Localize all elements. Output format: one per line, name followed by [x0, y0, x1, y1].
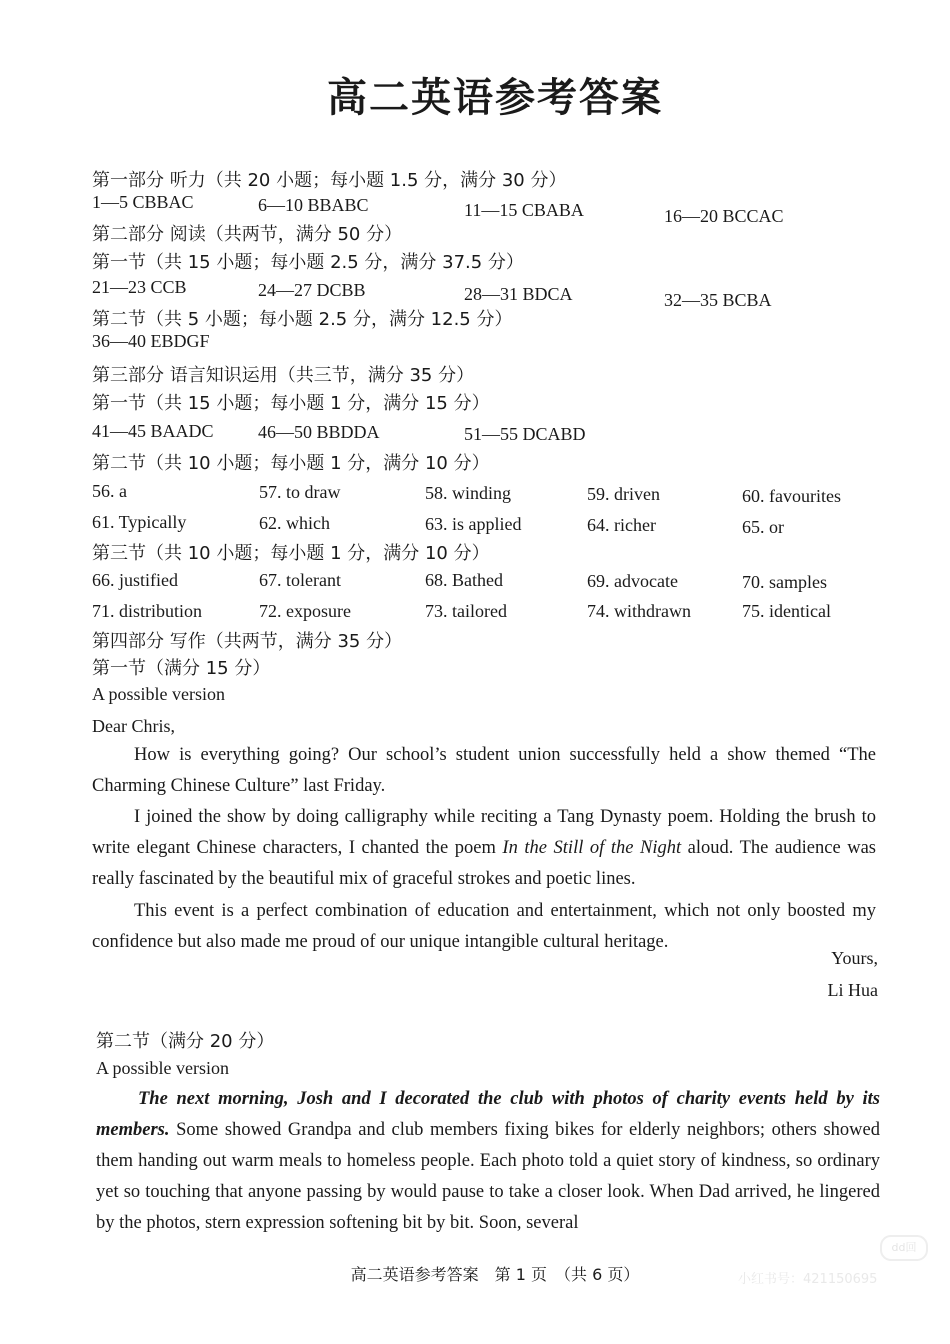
answer-item: 72. exposure	[259, 601, 351, 621]
answer-item: 70. samples	[742, 572, 827, 592]
watermark-stamp: dd回	[880, 1235, 928, 1261]
answer-item: 58. winding	[425, 483, 512, 503]
answer-group: 46—50 BBDDA	[258, 422, 380, 442]
part4-section1-heading: 第一节（满分 15 分）	[92, 658, 271, 679]
page-title: 高二英语参考答案	[327, 75, 663, 121]
letter-paragraph	[92, 802, 876, 895]
part2-section2-heading: 第二节（共 5 小题；每小题 2.5 分，满分 12.5 分）	[92, 309, 513, 330]
continuation-paragraph	[96, 1084, 880, 1239]
answer-group: 6—10 BBABC	[258, 195, 369, 215]
answer-group: 24—27 DCBB	[258, 280, 366, 300]
answer-item: 64. richer	[587, 515, 656, 535]
answer-item: 63. is applied	[425, 514, 522, 534]
part2-section1-heading: 第一节（共 15 小题；每小题 2.5 分，满分 37.5 分）	[92, 252, 524, 273]
version-label: A possible version	[96, 1058, 229, 1078]
answer-item: 74. withdrawn	[587, 601, 691, 621]
version-label: A possible version	[92, 684, 225, 704]
answer-group: 51—55 DCABD	[464, 424, 586, 444]
letter-paragraph-text: This event is a perfect combination of education and entertainment, which not only boosted my confidence but also made me proud of our unique intangible cultural heritage.	[92, 901, 876, 952]
answer-item: 66. justified	[92, 570, 178, 590]
answer-item: 65. or	[742, 517, 784, 537]
answer-item: 60. favourites	[742, 486, 841, 506]
part2-heading: 第二部分 阅读（共两节，满分 50 分）	[92, 224, 403, 245]
answer-group: 1—5 CBBAC	[92, 192, 194, 212]
part3-section1-heading: 第一节（共 15 小题；每小题 1 分，满分 15 分）	[92, 393, 490, 414]
letter-closing: Yours,	[831, 948, 878, 968]
answer-item: 67. tolerant	[259, 570, 341, 590]
answer-group: 21—23 CCB	[92, 277, 187, 297]
answer-group: 32—35 BCBA	[664, 290, 772, 310]
letter-signature: Li Hua	[827, 980, 878, 1000]
page-footer: 高二英语参考答案 第 1 页 （共 6 页）	[350, 1265, 640, 1284]
letter-paragraph-text: How is everything going? Our school’s student union successfully held a show themed “The Charming Chinese Culture” last Friday.	[92, 745, 876, 796]
part3-heading: 第三部分 语言知识运用（共三节，满分 35 分）	[92, 365, 475, 386]
answer-item: 68. Bathed	[425, 570, 503, 590]
paragraph-lead-sentence: The next morning, Josh and I decorated the club with photos of charity events held by its members.	[96, 1089, 880, 1140]
answer-group: 11—15 CBABA	[464, 200, 584, 220]
answer-group: 36—40 EBDGF	[92, 331, 210, 351]
answer-group: 28—31 BDCA	[464, 284, 573, 304]
letter-paragraph-text: aloud. The audience was really fascinated by the beautiful mix of graceful strokes and poetic lines.	[92, 838, 876, 889]
letter-salutation: Dear Chris,	[92, 716, 175, 736]
part3-section2-heading: 第二节（共 10 小题；每小题 1 分，满分 10 分）	[92, 453, 490, 474]
answer-group: 41—45 BAADC	[92, 421, 214, 441]
part4-heading: 第四部分 写作（共两节，满分 35 分）	[92, 631, 403, 652]
answer-item: 59. driven	[587, 484, 660, 504]
answer-item: 56. a	[92, 481, 127, 501]
part3-section3-heading: 第三节（共 10 小题；每小题 1 分，满分 10 分）	[92, 543, 490, 564]
letter-paragraph	[92, 740, 876, 802]
continuation-paragraph-text: Some showed Grandpa and club members fixing bikes for elderly neighbors; others showed them handing out warm meals to homeless people. Each photo told a quiet story of kindness, so ordinary yet so touching that anyone passing by would pause to take a closer look. When Dad arrived, he lingered by the photos, stern expression softening bit by bit. Soon, several	[96, 1120, 880, 1233]
answer-item: 61. Typically	[92, 512, 187, 532]
answer-item: 62. which	[259, 513, 330, 533]
letter-paragraph-text: I joined the show by doing calligraphy while reciting a Tang Dynasty poem. Holding the brush to write elegant Chinese characters, I chanted the poem	[92, 807, 876, 858]
poem-title: In the Still of the Night	[502, 838, 682, 858]
part4-section2-heading: 第二节（满分 20 分）	[96, 1031, 275, 1052]
watermark-text: 小红书号：421150695	[738, 1272, 878, 1287]
letter-paragraph	[92, 896, 876, 958]
answer-group: 16—20 BCCAC	[664, 206, 784, 226]
answer-item: 75. identical	[742, 601, 831, 621]
part1-heading: 第一部分 听力（共 20 小题；每小题 1.5 分，满分 30 分）	[92, 170, 567, 191]
answer-item: 69. advocate	[587, 571, 678, 591]
answer-item: 71. distribution	[92, 601, 203, 621]
answer-item: 57. to draw	[259, 482, 341, 502]
answer-item: 73. tailored	[425, 601, 507, 621]
